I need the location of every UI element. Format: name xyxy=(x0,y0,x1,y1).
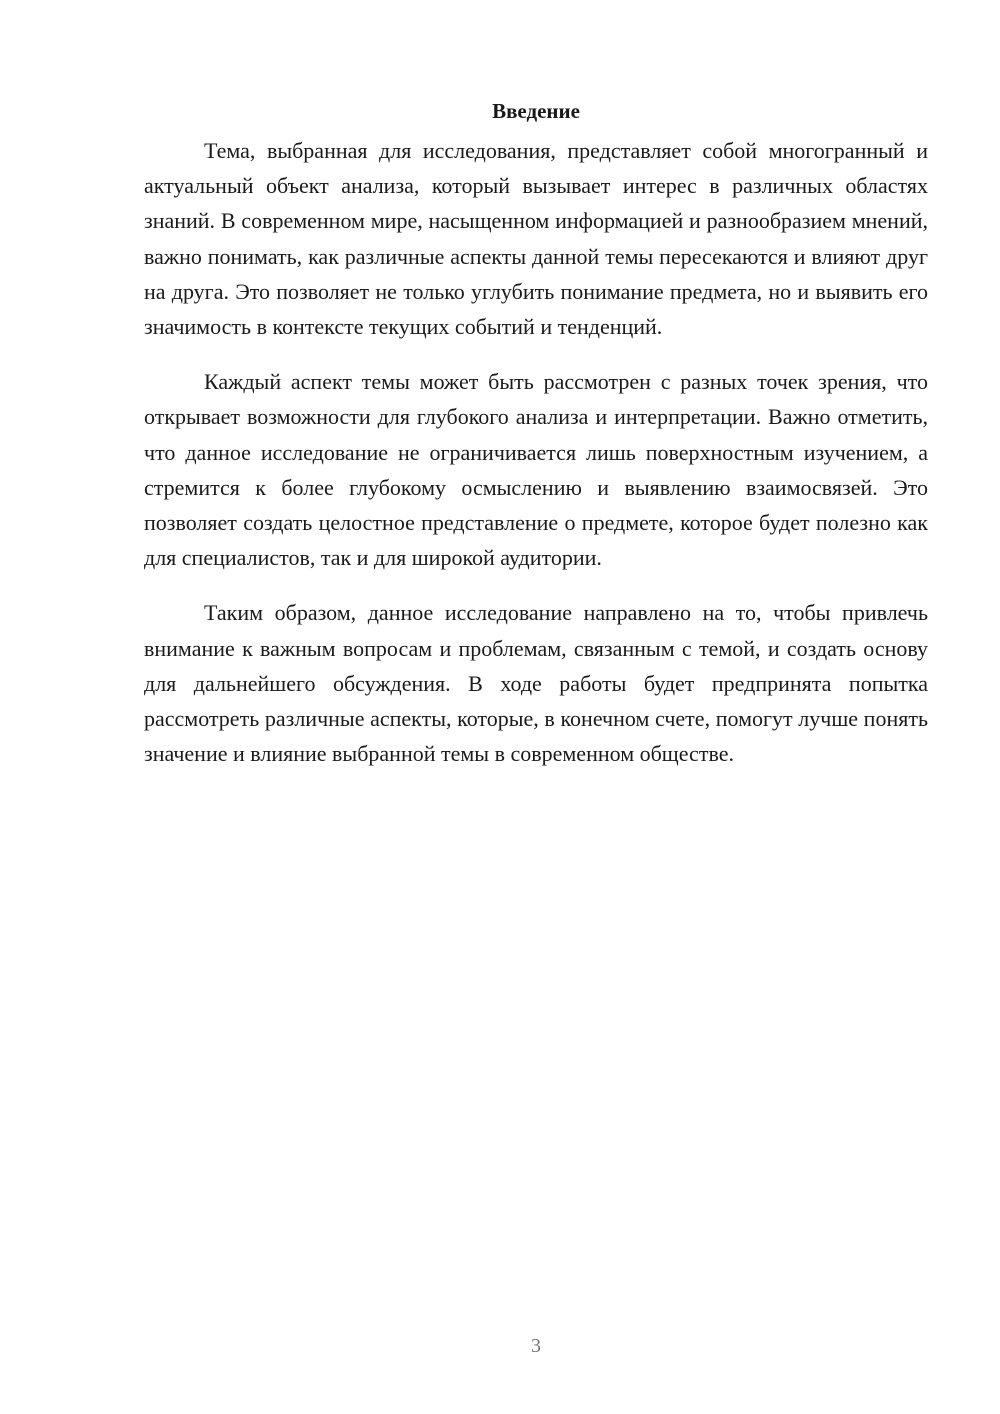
paragraph-3: Таким образом, данное исследование направлено на то, чтобы привлечь внимание к важным вопросам и проблемам, связанным с темой, и создать основу для дальнейшего обсуждения. В ходе работы будет предпринята попытка рассмотреть различные аспекты, которые, в конечном счете, помогут лучше понять значение и влияние выбранной темы в современном обществе. xyxy=(144,600,928,767)
paragraph-1: Тема, выбранная для исследования, представляет собой многогранный и актуальный объект анализа, который вызывает интерес в различных областях знаний. В современном мире, насыщенном информацией и разнообразием мнений, важно понимать, как различные аспекты данной темы пересекаются и влияют друг на друга. Это позволяет не только углубить понимание предмета, но и выявить его значимость в контексте текущих событий и тенденций. xyxy=(144,138,928,340)
paragraph-2: Каждый аспект темы может быть рассмотрен с разных точек зрения, что открывает возможности для глубокого анализа и интерпретации. Важно отметить, что данное исследование не ограничивается лишь поверхностным изучением, а стремится к более глубокому осмыслению и выявлению взаимосвязей. Это позволяет создать целостное представление о предмете, которое будет полезно как для специалистов, так и для широкой аудитории. xyxy=(144,369,928,571)
page-title: Введение xyxy=(492,99,580,123)
page-content xyxy=(144,96,928,791)
page-number: 3 xyxy=(531,1335,541,1357)
